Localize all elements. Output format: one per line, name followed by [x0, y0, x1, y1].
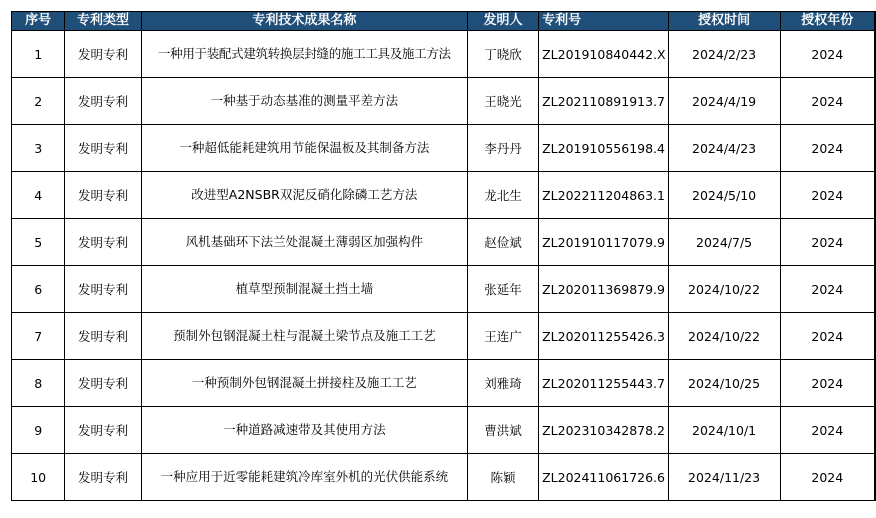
table-row	[12, 407, 876, 454]
cell-name: 一种预制外包钢混凝土拼接柱及施工工艺	[141, 360, 467, 407]
cell-inventor: 曹洪斌	[467, 407, 538, 454]
cell-type: 发明专利	[65, 125, 141, 172]
cell-index: 10	[12, 454, 65, 501]
table-row	[12, 313, 876, 360]
cell-index: 6	[12, 266, 65, 313]
cell-patent-no: ZL202411061726.6	[539, 454, 669, 501]
cell-grant-year: 2024	[780, 125, 875, 172]
cell-patent-no: ZL202211204863.1	[539, 172, 669, 219]
cell-name: 一种超低能耗建筑用节能保温板及其制备方法	[141, 125, 467, 172]
cell-type: 发明专利	[65, 360, 141, 407]
cell-type: 发明专利	[65, 78, 141, 125]
cell-index: 1	[12, 31, 65, 78]
cell-index: 3	[12, 125, 65, 172]
cell-patent-no: ZL201910840442.X	[539, 31, 669, 78]
cell-index: 9	[12, 407, 65, 454]
cell-grant-year: 2024	[780, 360, 875, 407]
cell-name: 一种应用于近零能耗建筑冷库室外机的光伏供能系统	[141, 454, 467, 501]
patent-table	[11, 11, 876, 501]
cell-inventor: 李丹丹	[467, 125, 538, 172]
table-row	[12, 31, 876, 78]
header-grant-year: 授权年份	[780, 12, 875, 31]
cell-grant-year: 2024	[780, 31, 875, 78]
table-row	[12, 125, 876, 172]
table-body	[12, 31, 876, 501]
cell-type: 发明专利	[65, 172, 141, 219]
cell-grant-date: 2024/4/23	[668, 125, 780, 172]
table-row	[12, 172, 876, 219]
table-row	[12, 454, 876, 501]
cell-patent-no: ZL202011255443.7	[539, 360, 669, 407]
cell-type: 发明专利	[65, 31, 141, 78]
header-grant-date: 授权时间	[668, 12, 780, 31]
cell-patent-no: ZL202110891913.7	[539, 78, 669, 125]
header-patent-no: 专利号	[539, 12, 669, 31]
cell-type: 发明专利	[65, 407, 141, 454]
cell-name: 一种用于装配式建筑转换层封缝的施工工具及施工方法	[141, 31, 467, 78]
cell-patent-no: ZL201910556198.4	[539, 125, 669, 172]
table-header	[12, 12, 876, 31]
cell-patent-no: ZL202011255426.3	[539, 313, 669, 360]
cell-name: 一种道路减速带及其使用方法	[141, 407, 467, 454]
cell-patent-no: ZL202011369879.9	[539, 266, 669, 313]
cell-type: 发明专利	[65, 219, 141, 266]
cell-grant-year: 2024	[780, 407, 875, 454]
header-index: 序号	[12, 12, 65, 31]
cell-grant-date: 2024/10/25	[668, 360, 780, 407]
cell-inventor: 张延年	[467, 266, 538, 313]
cell-inventor: 丁晓欣	[467, 31, 538, 78]
cell-grant-year: 2024	[780, 266, 875, 313]
patent-table-container	[11, 11, 876, 501]
cell-inventor: 王连广	[467, 313, 538, 360]
cell-inventor: 龙北生	[467, 172, 538, 219]
cell-inventor: 陈颖	[467, 454, 538, 501]
cell-index: 7	[12, 313, 65, 360]
cell-name: 风机基础环下法兰处混凝土薄弱区加强构件	[141, 219, 467, 266]
cell-grant-year: 2024	[780, 219, 875, 266]
cell-grant-year: 2024	[780, 454, 875, 501]
cell-patent-no: ZL202310342878.2	[539, 407, 669, 454]
header-row	[12, 12, 876, 31]
cell-name: 植草型预制混凝土挡土墙	[141, 266, 467, 313]
cell-index: 4	[12, 172, 65, 219]
table-row	[12, 78, 876, 125]
cell-index: 5	[12, 219, 65, 266]
cell-inventor: 刘雅琦	[467, 360, 538, 407]
cell-type: 发明专利	[65, 313, 141, 360]
cell-inventor: 赵俭斌	[467, 219, 538, 266]
table-row	[12, 360, 876, 407]
cell-patent-no: ZL201910117079.9	[539, 219, 669, 266]
cell-grant-date: 2024/11/23	[668, 454, 780, 501]
cell-grant-date: 2024/5/10	[668, 172, 780, 219]
cell-grant-year: 2024	[780, 78, 875, 125]
table-row	[12, 266, 876, 313]
header-inventor: 发明人	[467, 12, 538, 31]
cell-inventor: 王晓光	[467, 78, 538, 125]
cell-type: 发明专利	[65, 454, 141, 501]
cell-grant-date: 2024/10/22	[668, 313, 780, 360]
cell-name: 预制外包钢混凝土柱与混凝土梁节点及施工工艺	[141, 313, 467, 360]
cell-grant-date: 2024/4/19	[668, 78, 780, 125]
cell-grant-year: 2024	[780, 313, 875, 360]
cell-grant-date: 2024/10/1	[668, 407, 780, 454]
cell-grant-year: 2024	[780, 172, 875, 219]
cell-name: 一种基于动态基准的测量平差方法	[141, 78, 467, 125]
cell-grant-date: 2024/10/22	[668, 266, 780, 313]
header-type: 专利类型	[65, 12, 141, 31]
cell-type: 发明专利	[65, 266, 141, 313]
table-row	[12, 219, 876, 266]
cell-index: 8	[12, 360, 65, 407]
cell-name: 改进型A2NSBR双泥反硝化除磷工艺方法	[141, 172, 467, 219]
header-name: 专利技术成果名称	[141, 12, 467, 31]
cell-grant-date: 2024/7/5	[668, 219, 780, 266]
cell-index: 2	[12, 78, 65, 125]
cell-grant-date: 2024/2/23	[668, 31, 780, 78]
